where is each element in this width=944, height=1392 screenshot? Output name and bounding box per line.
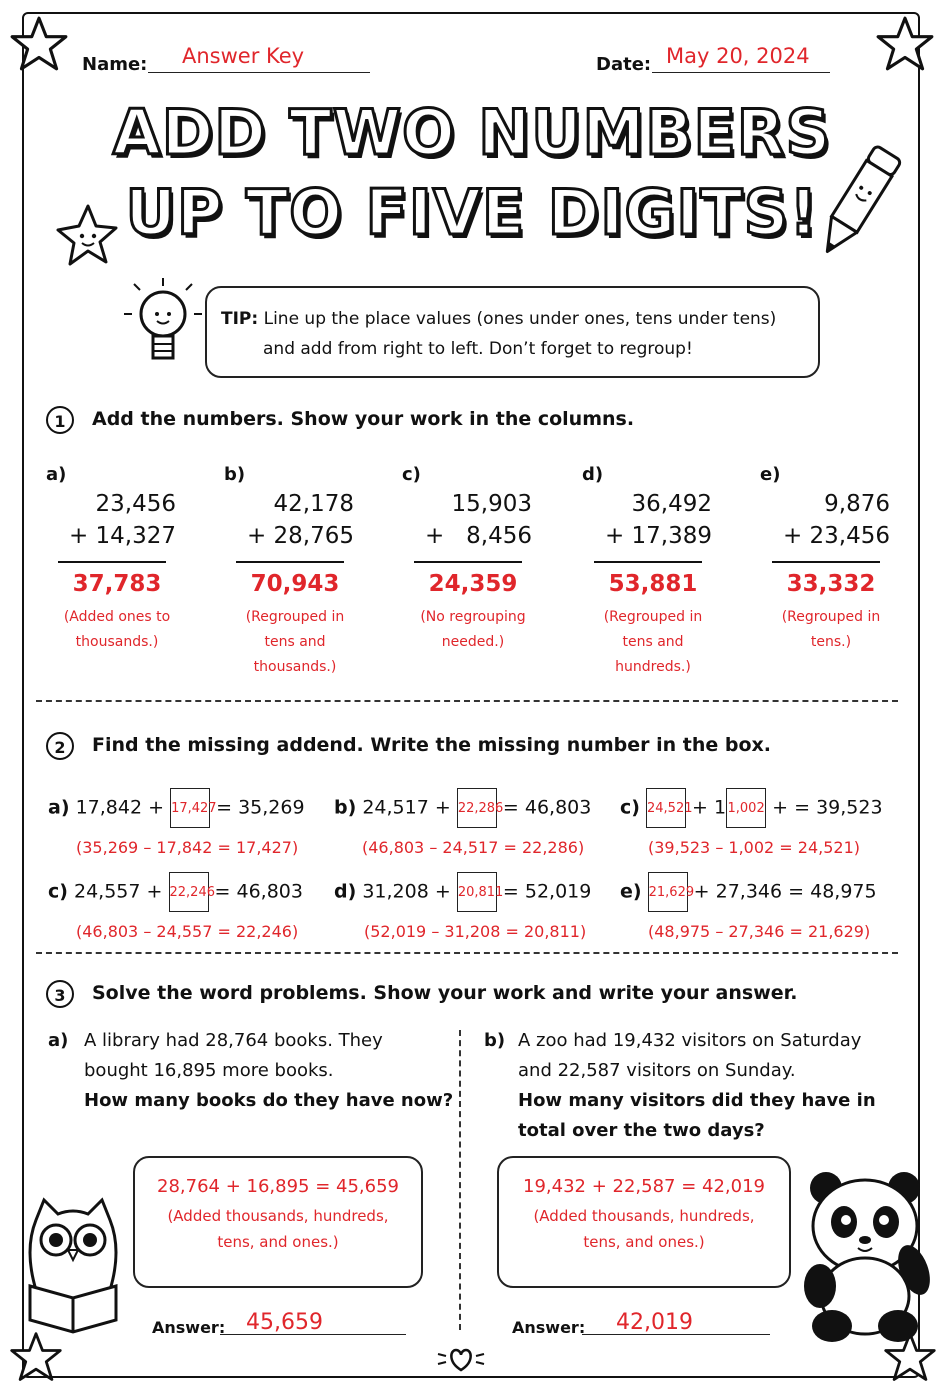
- section-1-number: 1: [46, 406, 74, 434]
- divider: [36, 700, 898, 702]
- date-label: Date:: [596, 54, 652, 75]
- calc-2c: (48,975 – 27,346 = 21,629): [648, 922, 871, 941]
- owl-icon: [14, 1190, 132, 1340]
- answer-a: 45,659: [246, 1310, 323, 1335]
- smiling-star-icon: [44, 196, 124, 276]
- lightbulb-icon: [120, 274, 206, 384]
- answer-box[interactable]: 20,811: [457, 872, 497, 912]
- problem-label: b): [224, 464, 246, 485]
- calc-2a: (46,803 – 24,557 = 22,246): [76, 922, 299, 941]
- bottom-addend: + 14,327: [68, 523, 176, 549]
- sum-note: (Regrouped in tens and hundreds.): [603, 609, 703, 675]
- tip-line2: and add from right to left. Don’t forget to regroup!: [263, 339, 693, 359]
- answer-box[interactable]: 17,427: [170, 788, 210, 828]
- star-icon: [8, 14, 70, 76]
- name-label: Name:: [82, 54, 148, 75]
- divider: [36, 952, 898, 954]
- sum-answer[interactable]: 70,943: [250, 571, 340, 597]
- name-value: Answer Key: [182, 44, 305, 68]
- missing-addend-2b: d) 31,208 + 20,811 = 52,019: [334, 872, 591, 912]
- sum-line: [236, 561, 344, 563]
- tip-line1: Line up the place values (ones under ones, tens under tens): [263, 309, 777, 329]
- date-value: May 20, 2024: [666, 44, 810, 68]
- answer-box[interactable]: 1,002: [726, 788, 766, 828]
- top-addend: 9,876: [824, 491, 890, 517]
- top-addend: 23,456: [95, 491, 176, 517]
- sum-answer[interactable]: 33,332: [786, 571, 876, 597]
- sum-line: [772, 561, 880, 563]
- addition-problem: [582, 464, 712, 680]
- missing-addend-2a: c) 24,557 + 22,246 = 46,803: [48, 872, 303, 912]
- problem-a-text: A library had 28,764 books. They bought 16,895 more books. How many books do they have now?: [84, 1030, 454, 1111]
- section-1-title: Add the numbers. Show your work in the columns.: [92, 408, 635, 430]
- answer-box[interactable]: 21,629: [648, 872, 688, 912]
- problem-b-text: A zoo had 19,432 visitors on Saturday and 22,587 visitors on Sunday. How many visitors did they have in total over the two days?: [518, 1030, 876, 1141]
- section-2-title: Find the missing addend. Write the missing number in the box.: [92, 734, 771, 756]
- missing-addend-1a: a) 17,842 + 17,427 = 35,269: [48, 788, 305, 828]
- section-3-number: 3: [46, 980, 74, 1008]
- addition-problem: [46, 464, 176, 655]
- calc-2b: (52,019 – 31,208 = 20,811): [364, 922, 587, 941]
- top-addend: 42,178: [273, 491, 354, 517]
- sum-line: [594, 561, 702, 563]
- work-box-a[interactable]: 28,764 + 16,895 = 45,659 (Added thousands, hundreds, tens, and ones.): [133, 1156, 423, 1288]
- sum-note: (Regrouped in tens and thousands.): [245, 609, 345, 675]
- star-icon: [874, 14, 936, 76]
- calc-1a: (35,269 – 17,842 = 17,427): [76, 838, 299, 857]
- work-box-b[interactable]: 19,432 + 22,587 = 42,019 (Added thousands, hundreds, tens, and ones.): [497, 1156, 791, 1288]
- bottom-addend: + 23,456: [782, 523, 890, 549]
- sum-line: [414, 561, 522, 563]
- answer-b: 42,019: [616, 1310, 693, 1335]
- problem-label: a): [46, 464, 67, 485]
- top-addend: 15,903: [451, 491, 532, 517]
- addition-problem: [760, 464, 890, 655]
- sum-answer[interactable]: 37,783: [72, 571, 162, 597]
- bottom-addend: + 8,456: [424, 523, 532, 549]
- calc-1b: (46,803 – 24,517 = 22,286): [362, 838, 585, 857]
- sum-note: (Added ones to thousands.): [63, 609, 171, 650]
- missing-addend-1b: b) 24,517 + 22,286 = 46,803: [334, 788, 591, 828]
- page-title-line2: UP TO FIVE DIGITS!: [125, 176, 819, 249]
- sum-answer[interactable]: 24,359: [428, 571, 518, 597]
- bottom-addend: + 28,765: [246, 523, 354, 549]
- vertical-divider: [459, 1030, 461, 1330]
- problem-label: c): [402, 464, 421, 485]
- problem-label: e): [760, 464, 781, 485]
- missing-addend-1c: c) 24,521 + 11,002 + = 39,523: [620, 788, 883, 828]
- sum-line: [58, 561, 166, 563]
- missing-addend-2c: e) 21,629 + 27,346 = 48,975: [620, 872, 877, 912]
- bottom-addend: + 17,389: [604, 523, 712, 549]
- answer-label-b: Answer:: [512, 1318, 586, 1337]
- addition-problem: [224, 464, 354, 680]
- tip-box: [205, 286, 820, 378]
- page-title-line1: ADD TWO NUMBERS: [112, 96, 832, 169]
- top-addend: 36,492: [631, 491, 712, 517]
- section-2-number: 2: [46, 732, 74, 760]
- section-3-title: Solve the word problems. Show your work and write your answer.: [92, 982, 798, 1004]
- answer-box[interactable]: 24,521: [646, 788, 686, 828]
- answer-box[interactable]: 22,286: [457, 788, 497, 828]
- addition-problem: [402, 464, 532, 655]
- sum-answer[interactable]: 53,881: [608, 571, 698, 597]
- sum-note: (No regrouping needed.): [420, 609, 526, 650]
- tip-label: TIP:: [221, 309, 259, 329]
- problem-a-label: a): [48, 1030, 69, 1051]
- heart-icon: [436, 1342, 486, 1374]
- sum-note: (Regrouped in tens.): [781, 609, 881, 650]
- pencil-icon: [812, 136, 902, 272]
- answer-label-a: Answer:: [152, 1318, 226, 1337]
- problem-label: d): [582, 464, 604, 485]
- problem-b-label: b): [484, 1030, 506, 1051]
- answer-box[interactable]: 22,246: [169, 872, 209, 912]
- calc-1c: (39,523 – 1,002 = 24,521): [648, 838, 861, 857]
- panda-icon: [796, 1166, 934, 1346]
